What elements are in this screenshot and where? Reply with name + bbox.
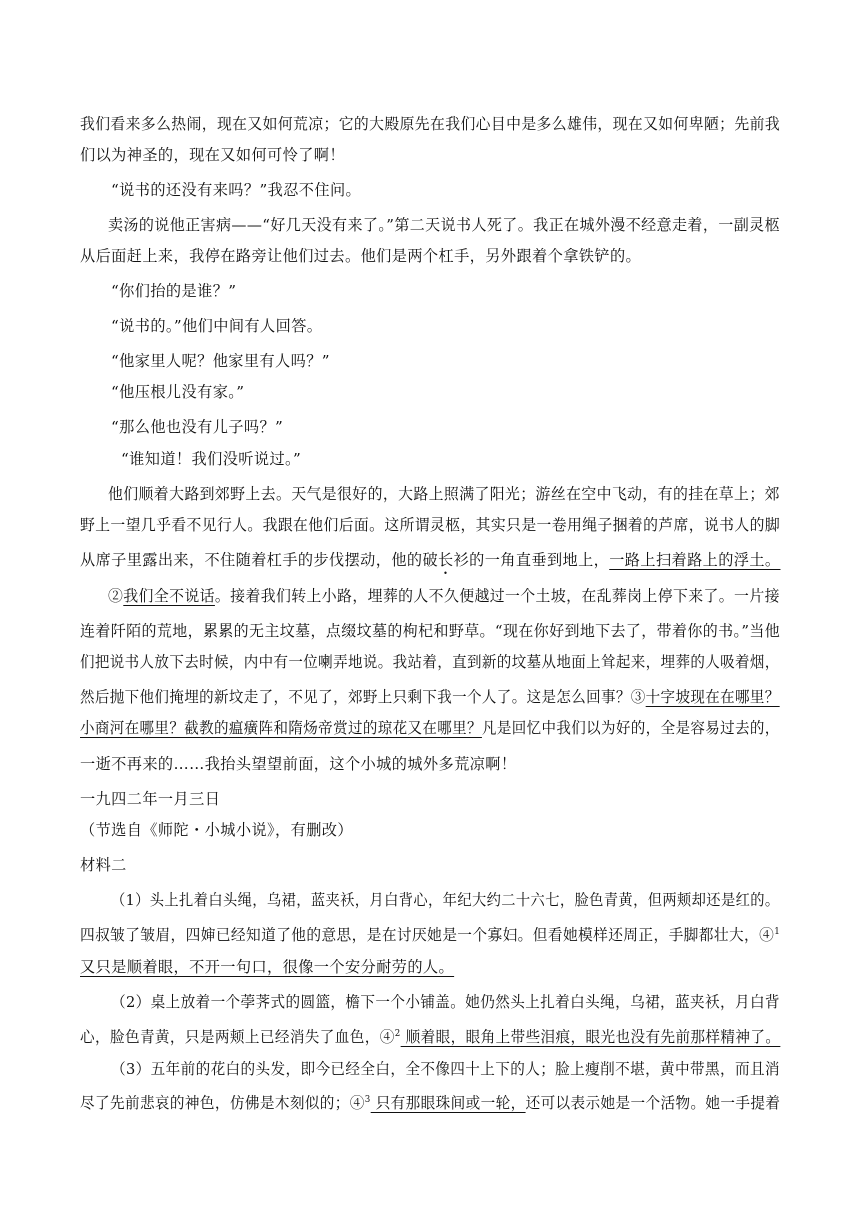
- emphasized-text: 长: [438, 551, 454, 569]
- text-line: [80, 922, 780, 945]
- source-note: （节选自《师陀・小城小说》，有删改）: [80, 821, 353, 839]
- text-line: 从后面赶上来，我停在路旁让他们过去。他们是两个杠手，另外跟着个拿铁铲的。: [80, 247, 642, 265]
- underlined-text: 顺着眼，眼角上带些泪痕，眼光也没有先前那样精神了。: [400, 1028, 781, 1046]
- text-span: 还可以表示她是一个活物。她一手提着: [525, 1094, 781, 1112]
- text-span: 四叔皱了皱眉，四婶已经知道了他的意思，是在讨厌她是一个寡妇。但看她模样还周正，手脚都壮大，④: [80, 926, 775, 944]
- section-heading: 材料二: [80, 856, 127, 874]
- underlined-text: 小商河在哪里？截教的瘟癀阵和隋炀帝赏过的琼花又在哪里？: [80, 719, 482, 737]
- superscript: 1: [774, 927, 781, 937]
- text-line: 我们看来多么热闹，现在又如何荒凉；它的大殿原先在我们心目中是多么雄伟，现在又如何卑陋；先前我: [80, 115, 781, 133]
- text-span: 尽了先前悲哀的神色，仿佛是木刻似的；④: [80, 1094, 365, 1112]
- text-span: 从席子里露出来，不住随着杠手的步伐摆动，他的破: [80, 551, 439, 569]
- text-span: 衫的一角直垂到地上，: [453, 551, 610, 569]
- text-line: 们把说书人放下去时候，内中有一位喇弄地说。我站着，直到新的坟墓从地面上耸起来，埋葬的人吸着烟，: [80, 653, 780, 671]
- text-line: 他们顺着大路到郊野上去。天气是很好的，大路上照满了阳光；游丝在空中飞动，有的挂在草上；郊: [108, 485, 780, 503]
- text-line: “说书的还没有来吗？”我忍不住问。: [111, 181, 362, 199]
- text-line: [80, 550, 780, 578]
- text-line: （3）五年前的花白的头发，即今已经全白，全不像四十上下的人；脸上瘦削不堪，黄中带黑，而且消: [111, 1060, 780, 1078]
- text-span: 。接着我们转上小路，埋葬的人不久便越过一个土坡，在乱葬岗上停下来了。一片接: [214, 587, 780, 605]
- underlined-text: 十字坡现在在哪里？: [645, 688, 780, 706]
- superscript: 2: [394, 1029, 401, 1039]
- superscript: 3: [364, 1095, 371, 1105]
- circled-number: ②: [108, 587, 124, 605]
- text-span: 心，脸色青黄，只是两颊上已经消失了血色，④: [80, 1028, 395, 1046]
- date-line: 一九四二年一月三日: [80, 790, 221, 808]
- text-span: 凡是回忆中我们以为好的，全是容易过去的，: [481, 719, 780, 737]
- text-line: “你们抬的是谁？”: [111, 282, 237, 300]
- text-line: （2）桌上放着一个荸荠式的圆篮，檐下一个小铺盖。她仍然头上扎着白头绳，乌裙，蓝夹袄，月白背: [111, 993, 780, 1011]
- text-line: 一逝不再来的……我抬头望望前面，这个小城的城外多荒凉啊！: [80, 755, 517, 773]
- text-line: [108, 586, 780, 606]
- text-line: [80, 718, 780, 738]
- underlined-text: 又只是顺着眼，不开一句口，很像一个安分耐劳的人。: [80, 958, 455, 976]
- text-line: （1）头上扎着白头绳，乌裙，蓝夹袄，月白背心，年纪大约二十六七，脸色青黄，但两颊却还是红的。: [111, 891, 780, 909]
- text-line: “他家里人呢？他家里有人吗？”: [111, 352, 330, 370]
- text-line: [80, 957, 454, 977]
- text-line: “他压根儿没有家。”: [111, 383, 245, 401]
- text-line: 卖汤的说他正害病——“好几天没有来了。”第二天说书人死了。我正在城外漫不经意走着，一副灵柩: [108, 216, 781, 234]
- text-line: 们以为神圣的，现在又如何可怜了啊！: [80, 146, 345, 164]
- text-line: “说书的。”他们中间有人回答。: [111, 317, 323, 335]
- underlined-text: 只有那眼珠间或一轮，: [370, 1094, 526, 1112]
- text-line: 野上一望几乎看不见行人。我跟在他们后面。这所谓灵柩，其实只是一卷用绳子捆着的芦席，说书人的脚: [80, 516, 781, 534]
- text-line: [80, 1090, 780, 1113]
- underlined-text: 一路上扫着路上的浮土。: [609, 551, 781, 569]
- text-span: 然后抛下他们掩埋的新坟走了，不见了，郊野上只剩下我一个人了。这是怎么回事？③: [80, 688, 646, 706]
- text-line: 连着阡陌的荒地，累累的无主坟墓，点缀坟墓的枸杞和野草。“现在你好到地下去了，带着你的书。”当他: [80, 622, 781, 640]
- text-line: [80, 687, 780, 707]
- underlined-text: 我们全不说话: [123, 587, 215, 605]
- text-line: [80, 1024, 780, 1047]
- text-line: “那么他也没有儿子吗？”: [111, 418, 284, 436]
- text-line: “谁知道！我们没听说过。”: [121, 450, 302, 468]
